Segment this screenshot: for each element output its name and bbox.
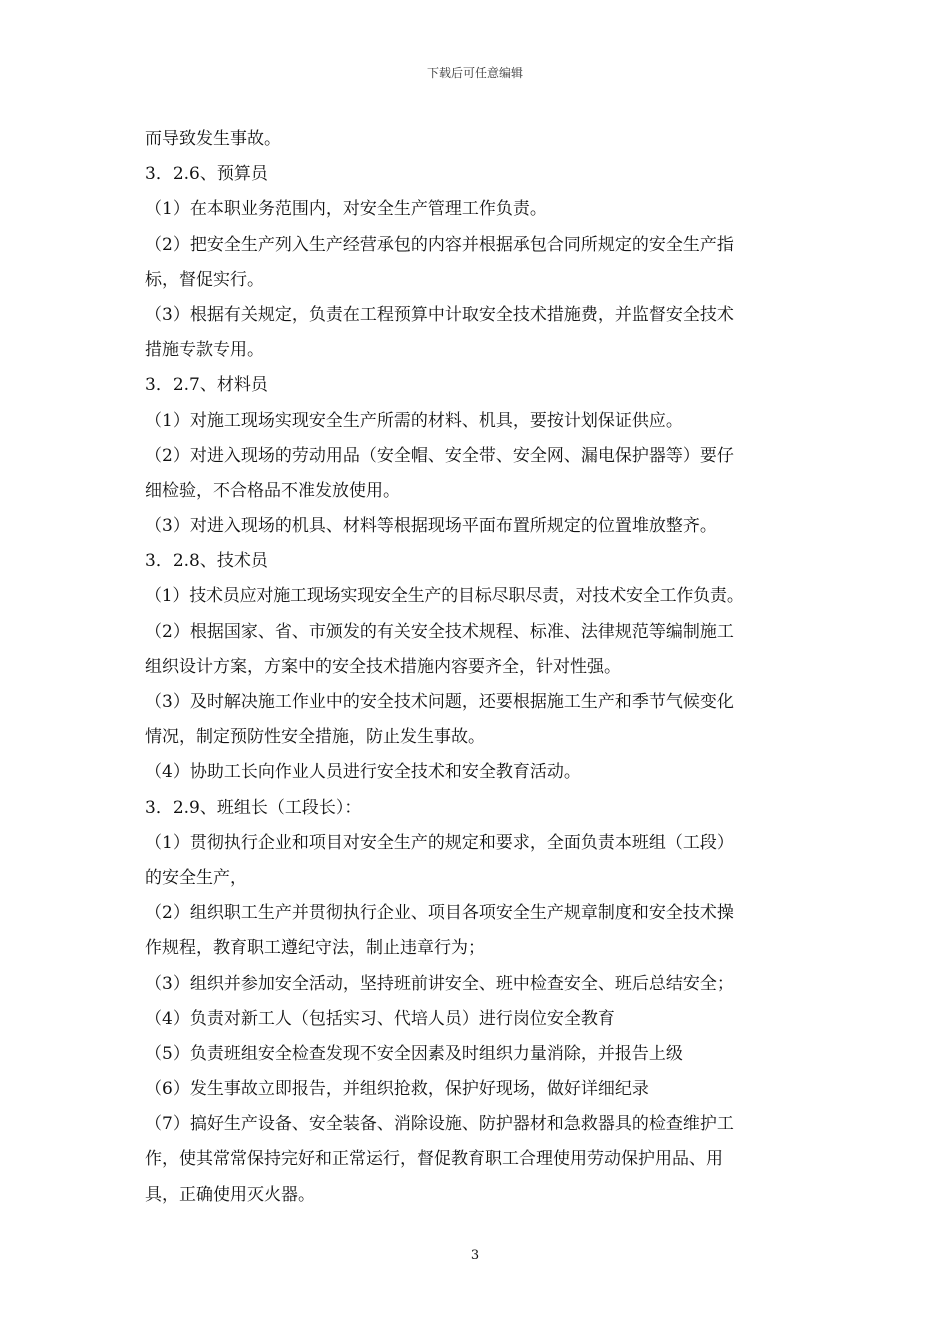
- text-line: （1）对施工现场实现安全生产所需的材料、机具，要按计划保证供应。: [145, 410, 683, 431]
- text-line: （3）根据有关规定，负责在工程预算中计取安全技术措施费，并监督安全技术: [145, 304, 734, 325]
- text-line: 标，督促实行。: [145, 269, 264, 290]
- text-line: 组织设计方案，方案中的安全技术措施内容要齐全，针对性强。: [145, 656, 621, 677]
- text-line: 细检验，不合格品不准发放使用。: [145, 480, 400, 501]
- text-line: （7）搞好生产设备、安全装备、消除设施、防护器材和急救器具的检查维护工: [145, 1114, 734, 1135]
- section-heading-materials-officer: 3．2.7、材料员: [145, 375, 268, 396]
- text-line: 措施专款专用。: [145, 340, 264, 361]
- text-line: 情况，制定预防性安全措施，防止发生事故。: [145, 727, 485, 748]
- text-line: 具，正确使用灭火器。: [145, 1184, 315, 1205]
- section-heading-technician: 3．2.8、技术员: [145, 551, 268, 572]
- text-line: 而导致发生事故。: [145, 129, 281, 149]
- text-line: （2）把安全生产列入生产经营承包的内容并根据承包合同所规定的安全生产指: [145, 234, 734, 255]
- text-line: （1）在本职业务范围内，对安全生产管理工作负责。: [145, 199, 547, 220]
- page-number: 3: [470, 1248, 480, 1263]
- text-line: （4）负责对新工人（包括实习、代培人员）进行岗位安全教育: [145, 1008, 615, 1029]
- text-line: （5）负责班组安全检查发现不安全因素及时组织力量消除，并报告上级: [145, 1043, 683, 1064]
- document-body: [145, 122, 825, 1213]
- text-line: （4）协助工长向作业人员进行安全技术和安全教育活动。: [145, 762, 581, 783]
- text-line: （1）技术员应对施工现场实现安全生产的目标尽职尽责，对技术安全工作负责。: [145, 586, 744, 607]
- text-line: （3）及时解决施工作业中的安全技术问题，还要根据施工生产和季节气候变化: [145, 692, 734, 712]
- text-line: （6）发生事故立即报告，并组织抢救，保护好现场，做好详细纪录: [145, 1079, 649, 1100]
- section-heading-budget-officer: 3．2.6、预算员: [145, 164, 268, 185]
- text-line: （3）对进入现场的机具、材料等根据现场平面布置所规定的位置堆放整齐。: [145, 516, 717, 537]
- text-line: 的安全生产，: [145, 867, 247, 888]
- text-line: 作规程，教育职工遵纪守法，制止违章行为；: [145, 938, 485, 959]
- text-line: 作，使其常常保持完好和正常运行，督促教育职工合理使用劳动保护用品、用: [145, 1149, 723, 1170]
- page-header-note: 下载后可任意编辑: [426, 66, 523, 80]
- text-line: （2）根据国家、省、市颁发的有关安全技术规程、标准、法律规范等编制施工: [145, 621, 734, 642]
- text-line: （2）组织职工生产并贯彻执行企业、项目各项安全生产规章制度和安全技术操: [145, 903, 734, 924]
- text-line: （2）对进入现场的劳动用品（安全帽、安全带、安全网、漏电保护器等）要仔: [145, 445, 734, 466]
- section-heading-team-leader: 3．2.9、班组长（工段长）：: [145, 797, 362, 818]
- text-line: （3）组织并参加安全活动，坚持班前讲安全、班中检查安全、班后总结安全；: [145, 973, 734, 994]
- text-line: （1）贯彻执行企业和项目对安全生产的规定和要求，全面负责本班组（工段）: [145, 832, 734, 853]
